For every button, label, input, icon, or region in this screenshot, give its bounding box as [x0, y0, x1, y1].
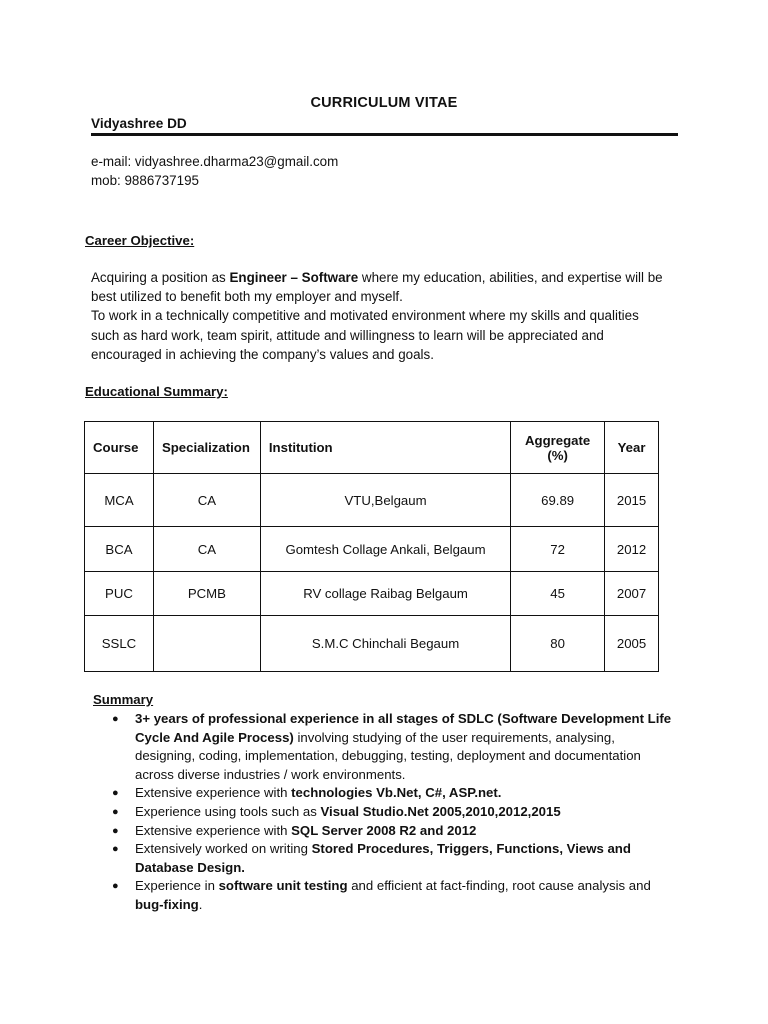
cell-year: 2007	[605, 572, 659, 616]
email-line: e-mail: vidyashree.dharma23@gmail.com	[91, 154, 339, 169]
summary-heading: Summary	[93, 692, 154, 707]
col-header-aggregate	[511, 422, 605, 474]
mobile-line: mob: 9886737195	[91, 173, 199, 188]
col-header-aggregate-line2: (%)	[547, 447, 568, 463]
summary-line	[135, 784, 693, 803]
summary-list	[93, 710, 693, 915]
summary-bold-text: Stored Procedures, Triggers, Functions, Views and	[311, 841, 631, 857]
list-item	[93, 822, 693, 841]
cell-specialization: PCMB	[153, 572, 260, 616]
objective-line: encouraged in achieving the company’s values and goals.	[91, 346, 434, 362]
cell-aggregate: 72	[511, 527, 605, 572]
cell-institution: RV collage Raibag Belgaum	[260, 572, 510, 616]
bullet-icon: ●	[112, 880, 119, 893]
bullet-icon: ●	[112, 805, 119, 818]
name-divider	[91, 133, 678, 136]
career-objective-heading: Career Objective:	[85, 233, 195, 248]
table-header-row	[85, 422, 659, 474]
table-row	[85, 474, 659, 527]
cell-institution: S.M.C Chinchali Begaum	[260, 616, 510, 672]
summary-bold-text: 3+ years of professional experience in all stages of SDLC (Software Development Life	[135, 711, 672, 726]
bullet-icon: ●	[112, 843, 119, 856]
summary-bold-text: Cycle And Agile Process)	[135, 729, 294, 745]
col-header-year: Year	[605, 422, 659, 474]
summary-bold-text: technologies Vb.Net, C#, ASP.net.	[291, 785, 502, 801]
summary-line: designing, coding, implementation, debugging, testing, deployment and documentation	[135, 748, 641, 764]
list-item	[93, 840, 693, 877]
objective-line: best utilized to benefit both my employer and myself.	[91, 289, 403, 305]
cell-institution: Gomtesh Collage Ankali, Belgaum	[260, 527, 510, 572]
objective-text: where my education, abilities, and expertise will be	[358, 270, 663, 285]
bullet-icon: ●	[112, 787, 119, 800]
col-header-institution: Institution	[260, 422, 510, 474]
summary-line	[135, 710, 693, 729]
objective-line: To work in a technically competitive and motivated environment where my skills and qualities	[91, 308, 639, 324]
candidate-name: Vidyashree DD	[91, 116, 187, 131]
summary-line	[135, 877, 693, 896]
cell-specialization: CA	[153, 527, 260, 572]
table-row	[85, 527, 659, 572]
cell-specialization: CA	[153, 474, 260, 527]
col-header-specialization: Specialization	[153, 422, 260, 474]
list-item	[93, 784, 693, 803]
summary-bold-text: Database Design.	[135, 859, 245, 875]
summary-bold-text: software unit testing	[218, 878, 348, 894]
list-item	[93, 877, 693, 914]
cell-year: 2012	[605, 527, 659, 572]
summary-line	[135, 803, 693, 822]
cell-aggregate: 45	[511, 572, 605, 616]
bullet-icon: ●	[112, 713, 119, 725]
career-objective-text	[91, 268, 691, 364]
objective-line: such as hard work, team spirit, attitude and willingness to learn will be appreciated and	[91, 327, 604, 343]
cell-aggregate: 80	[511, 616, 605, 672]
summary-text: .	[198, 896, 203, 912]
summary-line	[135, 896, 693, 915]
summary-text: Experience in	[135, 878, 219, 894]
cell-specialization	[153, 616, 260, 672]
col-header-aggregate-line1: Aggregate	[525, 432, 591, 448]
cell-aggregate: 69.89	[511, 474, 605, 527]
summary-text: Extensively worked on writing	[135, 841, 312, 857]
list-item	[93, 803, 693, 822]
table-row	[85, 572, 659, 616]
summary-text: Extensive experience with	[135, 785, 292, 801]
summary-text: Extensive experience with	[135, 822, 292, 838]
bullet-icon: ●	[112, 824, 119, 837]
cell-course: MCA	[85, 474, 154, 527]
summary-bold-text: Visual Studio.Net 2005,2010,2012,2015	[320, 803, 561, 819]
list-item	[93, 710, 693, 784]
summary-text: involving studying of the user requirements, analysing,	[293, 729, 615, 745]
cell-year: 2005	[605, 616, 659, 672]
objective-line	[91, 268, 691, 287]
summary-bold-text: bug-fixing	[135, 896, 199, 912]
cell-course: SSLC	[85, 616, 154, 672]
document-title: CURRICULUM VITAE	[310, 95, 458, 111]
education-table	[84, 421, 659, 672]
cell-course: PUC	[85, 572, 154, 616]
educational-summary-heading: Educational Summary:	[85, 384, 228, 399]
summary-text: Experience using tools such as	[135, 803, 321, 819]
col-header-course: Course	[85, 422, 154, 474]
summary-line	[135, 840, 693, 859]
cell-course: BCA	[85, 527, 154, 572]
summary-bold-text: SQL Server 2008 R2 and 2012	[291, 822, 477, 838]
summary-text: and efficient at fact-finding, root cause analysis and	[347, 878, 651, 894]
summary-line: across diverse industries / work environments.	[135, 766, 406, 782]
summary-line	[135, 729, 693, 748]
summary-line	[135, 859, 693, 878]
cell-year: 2015	[605, 474, 659, 527]
objective-role: Engineer – Software	[229, 270, 359, 285]
objective-text: Acquiring a position as	[91, 270, 230, 285]
table-row	[85, 616, 659, 672]
summary-line	[135, 822, 693, 841]
cell-institution: VTU,Belgaum	[260, 474, 510, 527]
